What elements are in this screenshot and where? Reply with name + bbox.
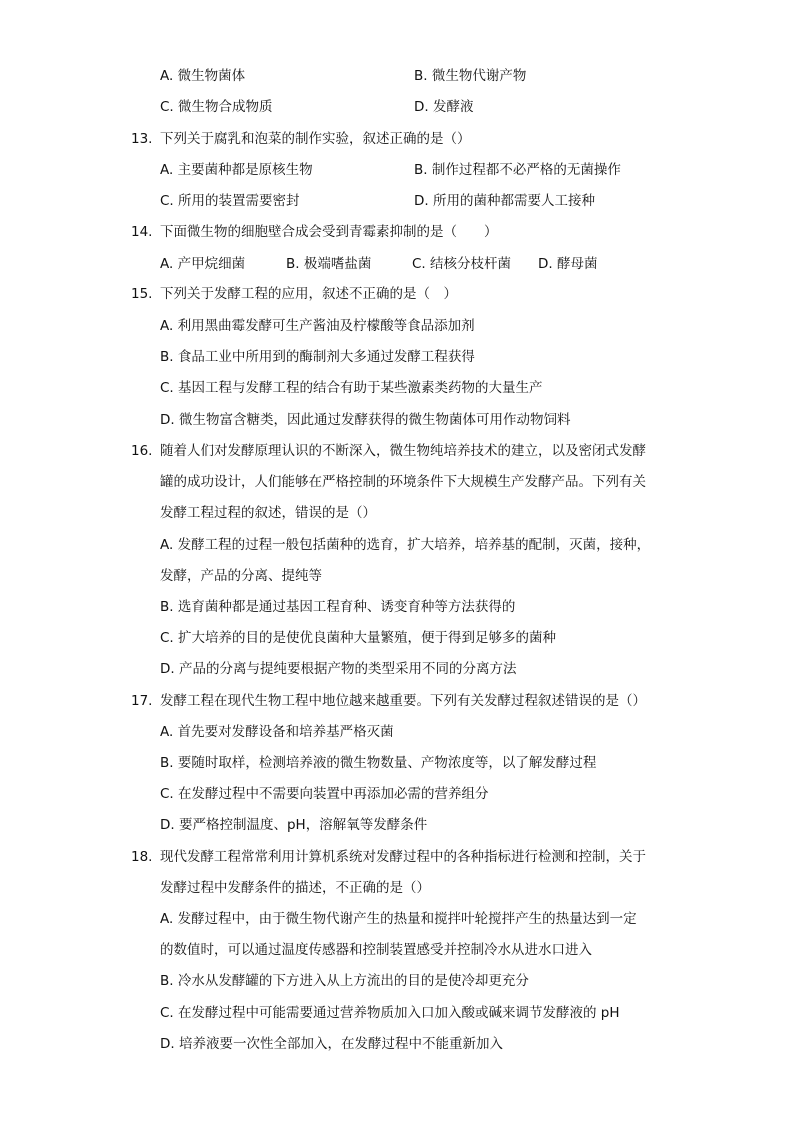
q12-option-a: A. 微生物菌体 xyxy=(160,68,246,84)
q18-stem-line-1: 现代发酵工程常常利用计算机系统对发酵过程中的各种指标进行检测和控制，关于 xyxy=(160,849,646,865)
q18-number: 18. xyxy=(131,849,153,865)
q13-option-d: D. 所用的菌种都需要人工接种 xyxy=(414,193,595,209)
q14-option-b: B. 极端嗜盐菌 xyxy=(286,256,372,272)
q18-option-a-line-1: A. 发酵过程中，由于微生物代谢产生的热量和搅拌叶轮搅拌产生的热量达到一定 xyxy=(160,911,637,927)
q14-stem: 下面微生物的细胞壁合成会受到青霉素抑制的是（ ） xyxy=(160,224,498,240)
q17-number: 17. xyxy=(131,693,153,709)
q15-stem: 下列关于发酵工程的应用，叙述不正确的是（ ） xyxy=(160,286,457,302)
q17-option-c: C. 在发酵过程中不需要向装置中再添加必需的营养组分 xyxy=(160,786,489,802)
q15-number: 15. xyxy=(131,286,153,302)
q15-option-a: A. 利用黑曲霉发酵可生产酱油及柠檬酸等食品添加剂 xyxy=(160,318,475,334)
q12-option-d: D. 发酵液 xyxy=(414,99,474,115)
q15-option-b: B. 食品工业中所用到的酶制剂大多通过发酵工程获得 xyxy=(160,349,475,365)
q16-number: 16. xyxy=(131,443,153,459)
q15-option-c: C. 基因工程与发酵工程的结合有助于某些激素类药物的大量生产 xyxy=(160,380,543,396)
q17-stem: 发酵工程在现代生物工程中地位越来越重要。下列有关发酵过程叙述错误的是（） xyxy=(160,693,646,709)
q18-option-d: D. 培养液要一次性全部加入，在发酵过程中不能重新加入 xyxy=(160,1036,503,1052)
q14-option-a: A. 产甲烷细菌 xyxy=(160,256,246,272)
q13-option-c: C. 所用的装置需要密封 xyxy=(160,193,300,209)
q16-option-c: C. 扩大培养的目的是使优良菌种大量繁殖，便于得到足够多的菌种 xyxy=(160,630,557,646)
q17-option-d: D. 要严格控制温度、pH，溶解氧等发酵条件 xyxy=(160,817,428,833)
q16-option-a-line-2: 发酵，产品的分离、提纯等 xyxy=(160,568,322,584)
q16-stem-line-1: 随着人们对发酵原理认识的不断深入，微生物纯培养技术的建立，以及密闭式发酵 xyxy=(160,443,646,459)
q12-option-b: B. 微生物代谢产物 xyxy=(414,68,527,84)
q15-option-d: D. 微生物富含糖类，因此通过发酵获得的微生物菌体可用作动物饲料 xyxy=(160,412,571,428)
q16-stem-line-2: 罐的成功设计，人们能够在严格控制的环境条件下大规模生产发酵产品。下列有关 xyxy=(160,474,646,490)
q18-option-c: C. 在发酵过程中可能需要通过营养物质加入口加入酸或碱来调节发酵液的 pH xyxy=(160,1005,620,1021)
q18-option-a-line-2: 的数值时，可以通过温度传感器和控制装置感受并控制冷水从进水口进入 xyxy=(160,942,592,958)
q12-option-c: C. 微生物合成物质 xyxy=(160,99,273,115)
q14-option-d: D. 酵母菌 xyxy=(538,256,598,272)
q13-option-a: A. 主要菌种都是原核生物 xyxy=(160,162,313,178)
q16-option-b: B. 选育菌种都是通过基因工程育种、诱变育种等方法获得的 xyxy=(160,599,516,615)
q14-option-c: C. 结核分枝杆菌 xyxy=(412,256,512,272)
q18-stem-line-2: 发酵过程中发酵条件的描述，不正确的是（） xyxy=(160,880,430,896)
q16-option-d: D. 产品的分离与提纯要根据产物的类型采用不同的分离方法 xyxy=(160,661,517,677)
q13-option-b: B. 制作过程都不必严格的无菌操作 xyxy=(414,162,621,178)
q17-option-b: B. 要随时取样，检测培养液的微生物数量、产物浓度等，以了解发酵过程 xyxy=(160,755,597,771)
q17-option-a: A. 首先要对发酵设备和培养基严格灭菌 xyxy=(160,724,394,740)
q13-number: 13. xyxy=(131,131,153,147)
q16-stem-line-3: 发酵工程过程的叙述，错误的是（） xyxy=(160,505,376,521)
q13-stem: 下列关于腐乳和泡菜的制作实验，叙述正确的是（） xyxy=(160,131,471,147)
q14-number: 14. xyxy=(131,224,153,240)
q16-option-a-line-1: A. 发酵工程的过程一般包括菌种的选育，扩大培养，培养基的配制，灭菌，接种， xyxy=(160,537,651,553)
q18-option-b: B. 冷水从发酵罐的下方进入从上方流出的目的是使冷却更充分 xyxy=(160,973,529,989)
